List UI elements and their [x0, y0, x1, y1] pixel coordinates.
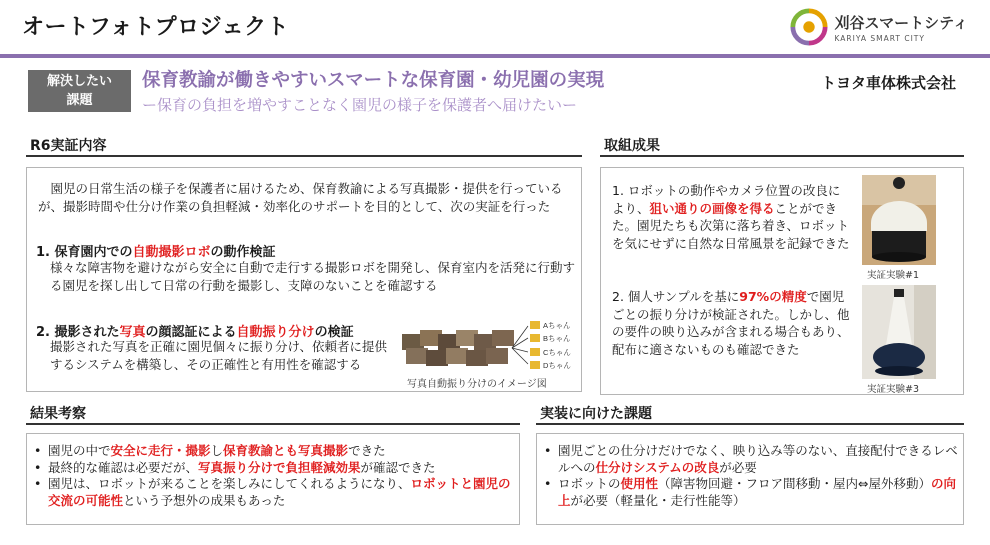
r6-item2-title-red1: 写真 — [119, 325, 146, 340]
robot-photo-2 — [862, 285, 936, 379]
r6-item2-body: 撮影された写真を正確に園児個々に振り分け、依頼者に提供するシステムを構築し、その正確性と有用性を確認する — [50, 339, 388, 372]
results-item2-b: で園児ごとの振り分けが検証された。しかし、他の要件の映り込みが含まれる場合もあり、配布に適さないものも確認できた — [612, 289, 850, 357]
results-item1-red: 狙い通りの画像を得る — [649, 200, 775, 216]
results-item2 — [612, 288, 852, 358]
kariya-smart-city-logo — [790, 8, 968, 46]
figure-label-b: Bちゃん — [543, 334, 571, 343]
r6-item1-title — [36, 241, 276, 260]
conclusion-heading: 結果考察 — [30, 406, 86, 422]
results-heading-rule — [600, 155, 964, 157]
r6-item2-title-c: の検証 — [314, 325, 354, 340]
results-item1-a: 1. ロボットの動作やカメラ位置の改良により、 — [612, 183, 841, 216]
challenges-heading-rule — [536, 423, 964, 425]
logo-spiral-icon — [790, 8, 828, 46]
page-title: オートフォトプロジェクト — [22, 15, 290, 40]
photo-caption-2: 実証実験#3 — [867, 384, 920, 395]
results-item2-a: 2. 個人サンプルを基に — [612, 289, 740, 304]
issue-headline: 保育教諭が働きやすいスマートな保育園・幼児園の実現 — [142, 70, 605, 91]
r6-item2-title-a: 2. 撮影された — [36, 325, 120, 340]
figure-label-d: Dちゃん — [543, 361, 571, 370]
challenges-bullet-2: • ロボットの使用性（障害物回避・フロア間移動・屋内⇔屋外移動）の向上が必要（軽量化・走行性能等） — [542, 476, 958, 509]
figure-label-a: Aちゃん — [543, 321, 571, 330]
r6-item1-title-a: 1. 保育園内での — [36, 245, 133, 260]
r6-item2-title-red2: 自動振り分け — [236, 325, 315, 340]
r6-item2-title-b: の顔認証による — [145, 325, 237, 340]
r6-item1-body: 様々な障害物を避けながら安全に自動で走行する撮影ロボを開発し、保育室内を活発に行動する園児を探し出して日常の行動を撮影し、支障のないことを確認する — [50, 260, 576, 293]
robot-photo-1 — [862, 175, 936, 265]
photo-sorting-figure — [400, 320, 580, 376]
results-heading: 取組成果 — [604, 138, 660, 154]
issue-badge-line2: 課題 — [66, 93, 93, 108]
conclusion-bullet-2: • 最終的な確認は必要だが、写真振り分けで負担軽減効果が確認できた — [32, 460, 514, 477]
challenges-bullets — [542, 443, 958, 509]
issue-subheadline: ー保育の負担を増やすことなく園児の様子を保護者へ届けたいー — [142, 96, 578, 114]
challenges-bullet-1: • 園児ごとの仕分けだけでなく、映り込み等のない、直接配付できるレベルへの仕分けシステムの改良が必要 — [542, 443, 958, 476]
conclusion-heading-rule — [26, 423, 520, 425]
challenges-heading: 実装に向けた課題 — [540, 406, 652, 422]
conclusion-bullets — [32, 443, 514, 509]
r6-item1-title-red: 自動撮影ロボ — [132, 245, 211, 260]
r6-intro: 園児の日常生活の様子を保護者に届けるため、保育教諭による写真撮影・提供を行っているが、撮影時間や仕分け作業の負担軽減・効率化のサポートを目的として、次の実証を行った — [38, 181, 563, 214]
sorted-folders — [530, 321, 540, 369]
issue-badge-line1: 解決したい — [46, 74, 112, 89]
company-name: トヨタ車体株式会社 — [820, 74, 956, 92]
photo-thumbnails — [402, 330, 514, 366]
sorting-arrows — [512, 326, 528, 364]
header-divider — [0, 54, 990, 58]
r6-item1-title-b: の動作検証 — [210, 245, 276, 260]
figure-label-c: Cちゃん — [543, 348, 571, 357]
results-item2-red: 97%の精度 — [739, 289, 807, 304]
conclusion-bullet-1: • 園児の中で安全に走行・撮影し保育教諭とも写真撮影できた — [32, 443, 514, 460]
figure-caption: 写真自動振り分けのイメージ図 — [407, 379, 547, 390]
results-item1-b: ことができた。園児たちも次第に落ち着き、ロボットを気にせずに自然な日常風景を記録できた — [612, 200, 850, 251]
r6-heading-rule — [26, 155, 582, 157]
conclusion-bullet-3: • 園児は、ロボットが来ることを楽しみにしてくれるようになり、ロボットと園児の交流の可能性という予想外の成果もあった — [32, 476, 514, 509]
issue-badge — [28, 70, 131, 112]
logo-text-en: KARIYA SMART CITY — [834, 33, 925, 43]
photo-caption-1: 実証実験#1 — [867, 270, 920, 281]
logo-text-jp: 刈谷スマートシティ — [834, 13, 968, 32]
results-item1 — [612, 182, 852, 252]
r6-heading: R6実証内容 — [30, 138, 107, 154]
